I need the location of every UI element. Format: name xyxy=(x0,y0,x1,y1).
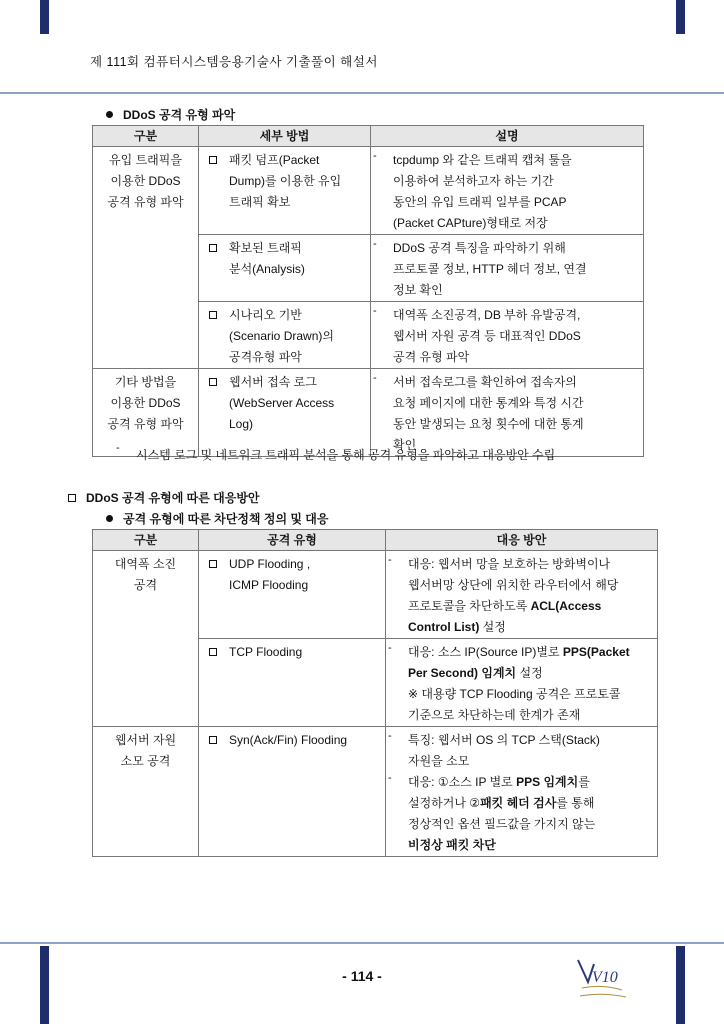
table-row xyxy=(93,147,644,235)
description-cell: - DDoS 공격 특징을 파악하기 위해 프로토콜 정보, HTTP 헤더 정보, 연결 정보 확인 xyxy=(371,235,644,302)
table-row xyxy=(93,727,658,857)
publisher-logo xyxy=(572,952,632,1002)
checkbox-square-icon xyxy=(209,378,217,386)
section2-title xyxy=(68,489,260,506)
col-header: 설명 xyxy=(371,126,644,147)
summary-note-text: 시스템 로그 및 네트워크 트래픽 분석을 통해 공격 유형을 파악하고 대응방안 수립 xyxy=(136,448,556,462)
col-header: 대응 방안 xyxy=(386,530,658,551)
table-row xyxy=(93,369,644,457)
method-cell: 웹서버 접속 로그 (WebServer Access Log) xyxy=(199,369,371,457)
category-cell: 기타 방법을 이용한 DDoS 공격 유형 파악 xyxy=(93,369,199,457)
dash-marker: - xyxy=(116,442,120,454)
checkbox-square-icon xyxy=(209,736,217,744)
checkbox-square-icon xyxy=(209,156,217,164)
ddos-analysis-table xyxy=(92,125,644,457)
attack-type-cell: TCP Flooding xyxy=(199,639,386,727)
table-header-row xyxy=(93,530,658,551)
left-top-bar xyxy=(40,0,49,34)
page-header: 제 111회 컴퓨터시스템응용기술사 기출풀이 해설서 xyxy=(90,55,378,69)
description-cell: - tcpdump 와 같은 트래픽 캡쳐 툴을 이용하여 분석하고자 하는 기간 동안의 유입 트래픽 일부를 PCAP (Packet CAPture)형태로 저장 xyxy=(371,147,644,235)
attack-type-cell: UDP Flooding , ICMP Flooding xyxy=(199,551,386,639)
section1-title xyxy=(106,106,235,123)
description-cell: - 대역폭 소진공격, DB 부하 유발공격, 웹서버 자원 공격 등 대표적인 DDoS 공격 유형 파악 xyxy=(371,302,644,369)
ddos-response-table xyxy=(92,529,658,857)
response-cell: - 대응: 소스 IP(Source IP)별로 PPS(Packet Per Second) 임계치 설정 ※ 대용량 TCP Flooding 공격은 프로토콜 기준으로 차단하는데 한계가 존재 xyxy=(386,639,658,727)
header-rule xyxy=(0,92,724,94)
category-cell: 대역폭 소진 공격 xyxy=(93,551,199,727)
checkbox-square-icon xyxy=(209,560,217,568)
checkbox-square-icon xyxy=(209,244,217,252)
method-cell: 시나리오 기반 (Scenario Drawn)의 공격유형 파악 xyxy=(199,302,371,369)
table-header-row xyxy=(93,126,644,147)
category-cell: 웹서버 자원 소모 공격 xyxy=(93,727,199,857)
right-bottom-bar xyxy=(676,946,685,1024)
method-cell: 확보된 트래픽 분석(Analysis) xyxy=(199,235,371,302)
bullet-dot-icon xyxy=(106,111,113,118)
checkbox-square-icon xyxy=(209,648,217,656)
section2-title-text: DDoS 공격 유형에 따른 대응방안 xyxy=(86,491,260,505)
col-header: 구분 xyxy=(93,126,199,147)
category-cell: 유입 트래픽을 이용한 DDoS 공격 유형 파악 xyxy=(93,147,199,369)
attack-type-cell: Syn(Ack/Fin) Flooding xyxy=(199,727,386,857)
description-cell: - 서버 접속로그를 확인하여 접속자의 요청 페이지에 대한 통계와 특정 시간 동안 발생되는 요청 횟수에 대한 통계 확인 xyxy=(371,369,644,457)
col-header: 공격 유형 xyxy=(199,530,386,551)
logo-text: V10 xyxy=(592,969,618,986)
left-bottom-bar xyxy=(40,946,49,1024)
summary-note xyxy=(116,442,556,463)
section2-subtitle-text: 공격 유형에 따른 차단정책 정의 및 대응 xyxy=(123,512,329,526)
right-top-bar xyxy=(676,0,685,34)
footer-rule xyxy=(0,942,724,944)
page-number: - 114 - xyxy=(342,968,382,984)
bullet-dot-icon xyxy=(106,515,113,522)
section1-title-text: DDoS 공격 유형 파악 xyxy=(123,108,236,122)
col-header: 구분 xyxy=(93,530,199,551)
checkbox-square-icon xyxy=(68,494,76,502)
response-cell: - 특징: 웹서버 OS 의 TCP 스택(Stack) 자원을 소모 - 대응: ①소스 IP 별로 PPS 임계치를 설정하거나 ②패킷 헤더 검사를 통해 정상적인 옵션 필드값을 가지지 않는 비정상 패킷 차단 xyxy=(386,727,658,857)
method-cell: 패킷 덤프(Packet Dump)를 이용한 유입 트래픽 확보 xyxy=(199,147,371,235)
checkbox-square-icon xyxy=(209,311,217,319)
col-header: 세부 방법 xyxy=(199,126,371,147)
response-cell: - 대응: 웹서버 망을 보호하는 방화벽이나 웹서버망 상단에 위치한 라우터에서 해당 프로토콜을 차단하도록 ACL(Access Control List) 설정 xyxy=(386,551,658,639)
table-row xyxy=(93,551,658,639)
section2-subtitle xyxy=(106,510,328,527)
